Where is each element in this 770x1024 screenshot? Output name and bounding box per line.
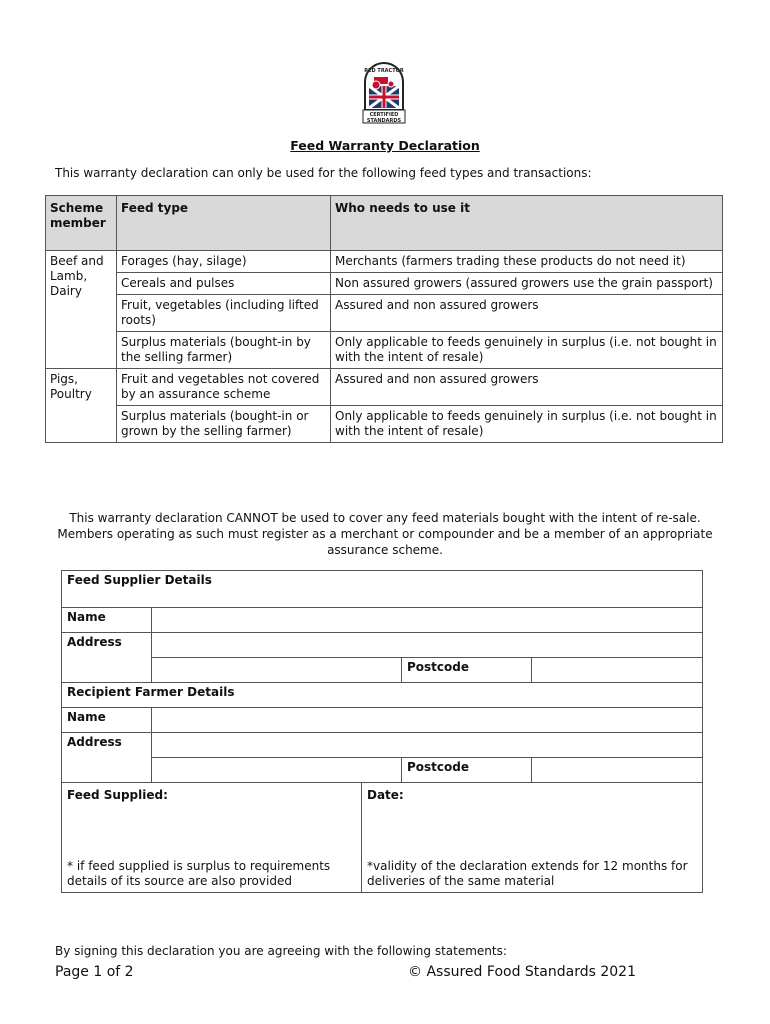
who-cell: Only applicable to feeds genuinely in surplus (i.e. not bought in with the intent of resale): [331, 332, 723, 369]
table-header-row: [46, 196, 723, 251]
supplier-address-field-line2[interactable]: [152, 658, 402, 683]
date-label: Date:: [367, 788, 404, 802]
page-number: Page 1 of 2: [55, 964, 134, 980]
header-who-needs: Who needs to use it: [331, 196, 723, 251]
cannot-use-notice: This warranty declaration CANNOT be used to cover any feed materials bought with the intent of re-sale. Members operating as such must register as a merchant or compounder and be a member of an appropriate assurance scheme.: [57, 511, 713, 557]
table-row: [46, 406, 723, 443]
intro-text: This warranty declaration can only be used for the following feed types and transactions:: [55, 166, 592, 180]
red-tractor-logo: [361, 60, 407, 124]
logo-line1: CERTIFIED: [369, 112, 399, 118]
copyright: © Assured Food Standards 2021: [408, 964, 636, 980]
table-row: [46, 251, 723, 273]
table-row: [46, 332, 723, 369]
recipient-heading: Recipient Farmer Details: [62, 683, 703, 708]
supplier-heading: Feed Supplier Details: [62, 571, 703, 608]
feed-supplied-cell[interactable]: [62, 783, 362, 893]
supplier-postcode-label: Postcode: [402, 658, 532, 683]
table-row: [46, 369, 723, 406]
supplier-postcode-field[interactable]: [532, 658, 703, 683]
supplier-address-field-line1[interactable]: [152, 633, 703, 658]
who-cell: Merchants (farmers trading these products do not need it): [331, 251, 723, 273]
document-title: Feed Warranty Declaration: [290, 138, 480, 153]
date-cell[interactable]: [362, 783, 703, 893]
logo-top-text: RED TRACTOR: [364, 68, 404, 74]
who-cell: Non assured growers (assured growers use the grain passport): [331, 273, 723, 295]
table-row: [46, 273, 723, 295]
logo-line2: STANDARDS: [366, 118, 402, 124]
feed-type-cell: Surplus materials (bought-in by the selling farmer): [117, 332, 331, 369]
scheme-member-cell: Pigs, Poultry: [46, 369, 117, 443]
feed-type-cell: Forages (hay, silage): [117, 251, 331, 273]
recipient-postcode-field[interactable]: [532, 758, 703, 783]
feed-type-cell: Fruit, vegetables (including lifted roots): [117, 295, 331, 332]
who-cell: Only applicable to feeds genuinely in surplus (i.e. not bought in with the intent of resale): [331, 406, 723, 443]
recipient-name-label: Name: [62, 708, 152, 733]
supplier-address-label: Address: [62, 633, 152, 683]
who-cell: Assured and non assured growers: [331, 295, 723, 332]
feed-type-cell: Surplus materials (bought-in or grown by the selling farmer): [117, 406, 331, 443]
header-scheme-member: Scheme member: [46, 196, 117, 251]
header-feed-type: Feed type: [117, 196, 331, 251]
declaration-form: [61, 570, 703, 893]
supplier-name-label: Name: [62, 608, 152, 633]
table-row: [46, 295, 723, 332]
feed-type-cell: Fruit and vegetables not covered by an assurance scheme: [117, 369, 331, 406]
surplus-note: * if feed supplied is surplus to requirements details of its source are also provided: [67, 859, 331, 888]
supplier-name-field[interactable]: [152, 608, 703, 633]
validity-note: *validity of the declaration extends for 12 months for deliveries of the same material: [367, 859, 688, 888]
recipient-postcode-label: Postcode: [402, 758, 532, 783]
signing-statement: By signing this declaration you are agreeing with the following statements:: [55, 944, 507, 958]
scheme-member-cell: Beef and Lamb, Dairy: [46, 251, 117, 369]
recipient-address-field-line2[interactable]: [152, 758, 402, 783]
who-cell: Assured and non assured growers: [331, 369, 723, 406]
feed-type-cell: Cereals and pulses: [117, 273, 331, 295]
recipient-name-field[interactable]: [152, 708, 703, 733]
feed-supplied-label: Feed Supplied:: [67, 788, 168, 802]
recipient-address-label: Address: [62, 733, 152, 783]
feed-types-table: [45, 195, 723, 443]
recipient-address-field-line1[interactable]: [152, 733, 703, 758]
